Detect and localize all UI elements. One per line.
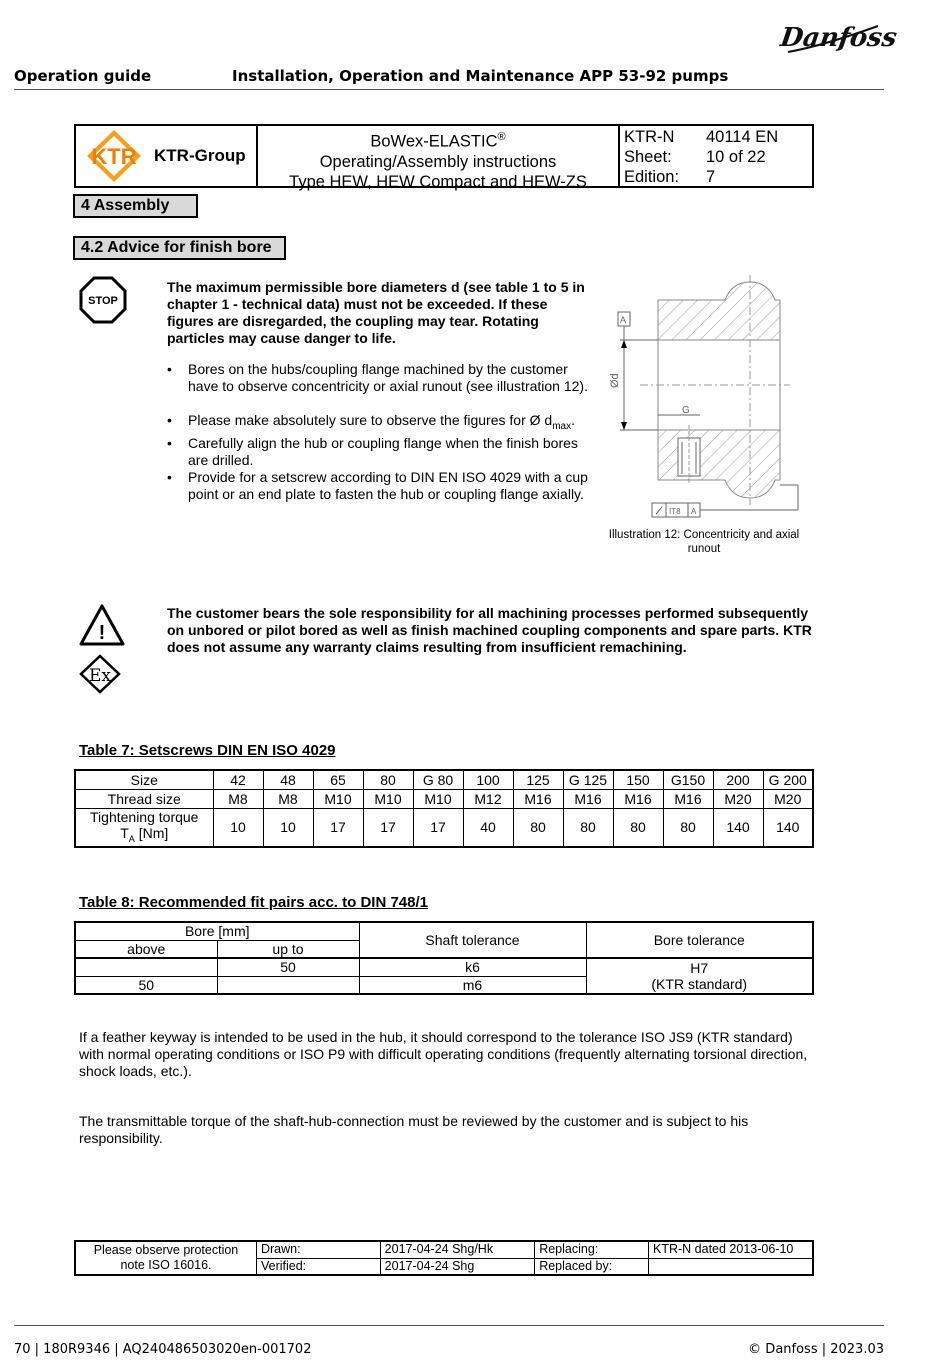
protection-note: Please observe protection note ISO 16016. [75, 1241, 256, 1275]
info-value: 10 of 22 [706, 148, 766, 166]
table-cell [649, 1258, 814, 1275]
column-header: Shaft tolerance [359, 922, 586, 958]
info-row [624, 147, 812, 167]
list-item: • Bores on the hubs/coupling flange machined by the customer have to observe concentricity or axial runout (see illustration 12). [167, 361, 589, 395]
table-cell: Replaced by: [535, 1258, 649, 1275]
footer-divider [14, 1325, 884, 1326]
registered-mark: ® [497, 131, 506, 143]
table-cell: 2017-04-24 Shg [380, 1258, 535, 1275]
table-cell: M12 [463, 789, 513, 808]
table-row [75, 922, 813, 940]
table7-title: Table 7: Setscrews DIN EN ISO 4029 [79, 742, 336, 759]
table-cell: 50 [75, 976, 217, 994]
column-header: Bore tolerance [586, 922, 813, 958]
danfoss-logo [778, 14, 899, 58]
type-line: Type HEW, HEW Compact and HEW-ZS [289, 172, 587, 191]
info-row [624, 167, 812, 187]
table-cell: 80 [663, 808, 713, 847]
datum-a-label: A [620, 315, 627, 325]
ktr-logo [86, 129, 142, 183]
column-header: up to [217, 940, 359, 958]
revision-table [74, 1240, 814, 1276]
fit-pairs-table [74, 921, 814, 995]
svg-text:KTR: KTR [91, 144, 137, 169]
info-value: 40114 EN [706, 128, 779, 146]
ex-hazard-icon [79, 654, 121, 699]
it8-label: IT8 [669, 507, 681, 516]
section-4-heading: 4 Assembly [73, 194, 198, 218]
info-key: Edition: [624, 168, 680, 186]
table-cell: M10 [313, 789, 363, 808]
header-divider [14, 89, 884, 90]
stop-text: STOP [88, 295, 118, 307]
product-name: BoWex-ELASTIC [370, 132, 498, 151]
table-cell: G150 [663, 770, 713, 789]
info-key: Sheet: [624, 148, 672, 166]
ex-text: Ex [89, 666, 111, 686]
table-cell: Replacing: [535, 1241, 649, 1258]
stop-icon [79, 276, 127, 329]
table8-title: Table 8: Recommended fit pairs acc. to DIN 748/1 [79, 894, 428, 911]
table-cell: 65 [313, 770, 363, 789]
warning-text: The maximum permissible bore diameters d (see table 1 to 5 in chapter 1 - technical data) must not be exceeded. If these figures are disregarded, the coupling may tear. Rotating particles may cause danger to life. [167, 279, 585, 346]
row-header: Tightening torque $T_A$ [Nm] [75, 808, 213, 847]
table-row [75, 770, 813, 789]
table-cell: G 125 [563, 770, 613, 789]
table-cell: 80 [563, 808, 613, 847]
table-cell: 80 [513, 808, 563, 847]
table-cell: Drawn: [256, 1241, 380, 1258]
table-cell: 80 [363, 770, 413, 789]
table-cell: 80 [613, 808, 663, 847]
keyway-paragraph: If a feather keyway is intended to be used in the hub, it should correspond to the tolerance ISO JS9 (KTR standard) with normal operating conditions or ISO P9 with difficult operating conditions (frequently alternating torsional direction, shock loads, etc.). [79, 1029, 808, 1079]
table-cell: 200 [713, 770, 763, 789]
table-cell: 40 [463, 808, 513, 847]
table-cell: G 80 [413, 770, 463, 789]
info-value: 7 [706, 168, 716, 186]
table-cell: M20 [763, 789, 813, 808]
ktr-title-cell [258, 126, 620, 191]
info-key: KTR-N [624, 128, 675, 146]
table-cell: M16 [663, 789, 713, 808]
table-cell: 17 [313, 808, 363, 847]
column-header: Bore [mm] [75, 922, 359, 940]
concentricity-illustration [600, 270, 810, 529]
ktr-group-label: KTR-Group [154, 146, 246, 165]
copyright: © Danfoss | 2023.03 [748, 1342, 884, 1357]
torque-paragraph: The transmittable torque of the shaft-hub-connection must be reviewed by the customer and is subject to his responsibility. [79, 1113, 749, 1146]
svg-text:!: ! [98, 622, 106, 644]
column-header: above [75, 940, 217, 958]
table-cell: 150 [613, 770, 663, 789]
page-number-reference: 70 | 180R9346 | AQ240486503020en-001702 [14, 1342, 312, 1357]
table-cell: M16 [513, 789, 563, 808]
table-cell: M8 [213, 789, 263, 808]
table-cell: 48 [263, 770, 313, 789]
table-cell: M20 [713, 789, 763, 808]
table-cell: 100 [463, 770, 513, 789]
table-cell [75, 958, 217, 976]
responsibility-warning: The customer bears the sole responsibility for all machining processes performed subsequently on unbored or pilot bored as well as finish machined coupling components and spare parts. KTR does not assume any warranty claims resulting from insufficient remachining. [167, 605, 812, 655]
datum-ref-label: A [691, 507, 697, 516]
table-cell: m6 [359, 976, 586, 994]
table-cell: 2017-04-24 Shg/Hk [380, 1241, 535, 1258]
table-cell: M10 [413, 789, 463, 808]
setscrews-table [74, 769, 814, 848]
table-cell: 140 [763, 808, 813, 847]
dimension-g-label: G [682, 405, 690, 416]
illustration-caption: Illustration 12: Concentricity and axial runout [608, 529, 800, 555]
row-header: Size [75, 770, 213, 789]
row-header: Thread size [75, 789, 213, 808]
table-cell: M10 [363, 789, 413, 808]
bullet-list [167, 361, 589, 503]
table-cell: 10 [263, 808, 313, 847]
table-cell: KTR-N dated 2013-06-10 [649, 1241, 814, 1258]
table-row [75, 958, 813, 976]
warning-triangle-icon [79, 603, 125, 652]
table-cell: H7 (KTR standard) [586, 958, 813, 994]
table-cell: k6 [359, 958, 586, 976]
table-cell [217, 976, 359, 994]
instructions-title: Operating/Assembly instructions [319, 152, 557, 171]
table-cell: 125 [513, 770, 563, 789]
ktr-title-box [74, 124, 814, 191]
table-cell: 10 [213, 808, 263, 847]
svg-text:Danfoss: Danfoss [778, 22, 899, 53]
table-row [75, 1241, 813, 1258]
table-cell: M16 [563, 789, 613, 808]
table-cell: 42 [213, 770, 263, 789]
info-row [624, 127, 812, 147]
table-row [75, 789, 813, 808]
ktr-logo-cell [76, 126, 258, 186]
table-cell: 140 [713, 808, 763, 847]
table-cell: 17 [363, 808, 413, 847]
list-item: • Please make absolutely sure to observe the figures for Ø $d_{max}$. [167, 412, 589, 435]
dimension-d-label: Ød [609, 373, 621, 388]
table-cell: G 200 [763, 770, 813, 789]
list-item: • Carefully align the hub or coupling flange when the finish bores are drilled. [167, 435, 589, 469]
table-cell: 50 [217, 958, 359, 976]
guide-label: Operation guide [14, 67, 152, 85]
table-cell: Verified: [256, 1258, 380, 1275]
table-cell: 17 [413, 808, 463, 847]
table-cell: M16 [613, 789, 663, 808]
table-cell: M8 [263, 789, 313, 808]
document-title: Installation, Operation and Maintenance APP 53-92 pumps [232, 67, 729, 85]
section-4-2-heading: 4.2 Advice for finish bore [73, 236, 286, 260]
table-row [75, 808, 813, 847]
ktr-info-cell [620, 126, 812, 186]
list-item: • Provide for a setscrew according to DIN EN ISO 4029 with a cup point or an end plate to fasten the hub or coupling flange axially. [167, 469, 589, 503]
